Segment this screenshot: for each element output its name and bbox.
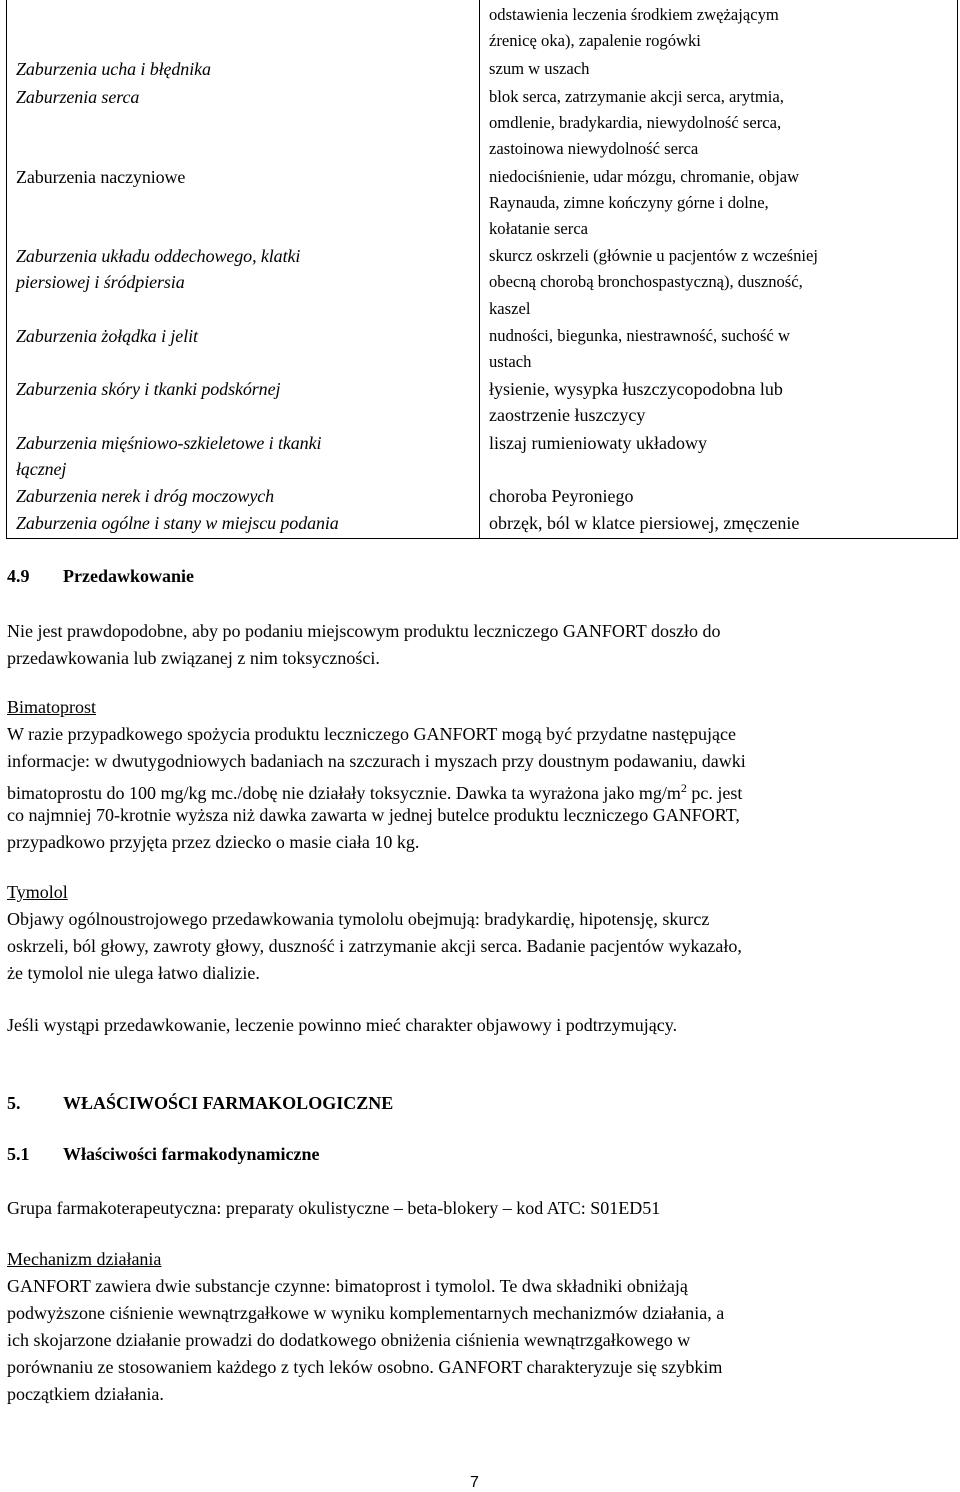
table-cell-right: odstawienia leczenia środkiem zwężającym bbox=[489, 5, 779, 24]
section-number: 5.1 bbox=[7, 1144, 30, 1164]
table-cell-left: Zaburzenia skóry i tkanki podskórnej bbox=[16, 379, 281, 399]
table-cell-left: Zaburzenia mięśniowo-szkieletowe i tkanki bbox=[16, 433, 322, 453]
paragraph-line: ich skojarzone działanie prowadzi do dodatkowego obniżenia ciśnienia wewnątrzgałkowego w bbox=[7, 1330, 691, 1350]
text-run: bimatoprostu do 100 mg/kg mc./dobę nie działały toksycznie. Dawka ta wyrażona jako mg/m bbox=[7, 783, 681, 803]
paragraph-line: przedawkowania lub związanej z nim toksyczności. bbox=[7, 648, 380, 668]
page-number: 7 bbox=[470, 1474, 479, 1491]
table-cell-right: Raynauda, zimne kończyny górne i dolne, bbox=[489, 193, 769, 212]
section-number: 4.9 bbox=[7, 566, 30, 586]
table-cell-left: Zaburzenia serca bbox=[16, 87, 140, 107]
section-heading-5-1 bbox=[7, 1144, 319, 1165]
table-cell-right: nudności, biegunka, niestrawność, suchość w bbox=[489, 326, 790, 345]
paragraph-line: oskrzeli, ból głowy, zawroty głowy, duszność i zatrzymanie akcji serca. Badanie pacjentów wykazało, bbox=[7, 936, 742, 956]
text-run: pc. jest bbox=[686, 783, 743, 803]
table-cell-left: Zaburzenia nerek i dróg moczowych bbox=[16, 486, 274, 506]
table-cell-left: Zaburzenia ogólne i stany w miejscu podania bbox=[16, 513, 339, 533]
paragraph-line: informacje: w dwutygodniowych badaniach na szczurach i myszach przy doustnym podawaniu, dawki bbox=[7, 751, 746, 771]
section-title: WŁAŚCIWOŚCI FARMAKOLOGICZNE bbox=[63, 1093, 394, 1113]
table-cell-right: kołatanie serca bbox=[489, 219, 589, 238]
section-title: Właściwości farmakodynamiczne bbox=[63, 1144, 320, 1164]
table-cell-right: skurcz oskrzeli (głównie u pacjentów z wcześniej bbox=[489, 246, 818, 265]
table-cell-left: Zaburzenia żołądka i jelit bbox=[16, 326, 198, 346]
paragraph-line: Objawy ogólnoustrojowego przedawkowania tymololu obejmują: bradykardię, hipotensję, skurcz bbox=[7, 909, 710, 929]
table-column-divider bbox=[479, 0, 480, 538]
paragraph-line: GANFORT zawiera dwie substancje czynne: bimatoprost i tymolol. Te dwa składniki obniżają bbox=[7, 1276, 688, 1296]
table-cell-right: liszaj rumieniowaty układowy bbox=[489, 433, 707, 453]
paragraph-line: W razie przypadkowego spożycia produktu leczniczego GANFORT mogą być przydatne następujące bbox=[7, 724, 736, 744]
table-cell-right: łysienie, wysypka łuszczycopodobna lub bbox=[489, 379, 783, 399]
paragraph-line: co najmniej 70-krotnie wyższa niż dawka zawarta w jednej butelce produktu leczniczego GANFORT, bbox=[7, 805, 740, 825]
section-heading-4-9 bbox=[7, 566, 194, 587]
paragraph-line: porównaniu ze stosowaniem każdego z tych leków osobno. GANFORT charakteryzuje się szybkim bbox=[7, 1357, 723, 1377]
paragraph-line: Nie jest prawdopodobne, aby po podaniu miejscowym produktu leczniczego GANFORT doszło do bbox=[7, 621, 721, 641]
table-cell-right: niedociśnienie, udar mózgu, chromanie, objaw bbox=[489, 167, 800, 186]
table-cell-left: Zaburzenia układu oddechowego, klatki bbox=[16, 246, 301, 266]
paragraph-line: podwyższone ciśnienie wewnątrzgałkowe w wyniku komplementarnych mechanizmów działania, a bbox=[7, 1303, 725, 1323]
table-cell-right: obecną chorobą bronchospastyczną), duszność, bbox=[489, 272, 803, 291]
table-cell-right: kaszel bbox=[489, 299, 531, 318]
table-cell-right: zaostrzenie łuszczycy bbox=[489, 405, 646, 425]
section-title: Przedawkowanie bbox=[63, 566, 194, 586]
table-cell-right: ustach bbox=[489, 352, 532, 371]
table-cell-right: blok serca, zatrzymanie akcji serca, arytmia, bbox=[489, 87, 784, 106]
section-heading-5 bbox=[7, 1093, 393, 1114]
table-cell-right: obrzęk, ból w klatce piersiowej, zmęczenie bbox=[489, 513, 800, 533]
table-cell-right: źrenicę oka), zapalenie rogówki bbox=[489, 31, 701, 50]
table-cell-right: choroba Peyroniego bbox=[489, 486, 634, 506]
table-cell-left: Zaburzenia ucha i błędnika bbox=[16, 59, 211, 79]
table-cell-right: zastoinowa niewydolność serca bbox=[489, 139, 699, 158]
paragraph-line: Jeśli wystąpi przedawkowanie, leczenie powinno mieć charakter objawowy i podtrzymujący. bbox=[7, 1015, 678, 1035]
table-cell-left: Zaburzenia naczyniowe bbox=[16, 167, 186, 187]
table-cell-right: omdlenie, bradykardia, niewydolność serca, bbox=[489, 113, 782, 132]
table-cell-right: szum w uszach bbox=[489, 59, 590, 78]
table-cell-left: piersiowej i śródpiersia bbox=[16, 272, 185, 292]
paragraph-line: przypadkowo przyjęta przez dziecko o masie ciała 10 kg. bbox=[7, 832, 420, 852]
subheading-bimatoprost: Bimatoprost bbox=[7, 697, 96, 717]
subheading-tymolol: Tymolol bbox=[7, 882, 68, 902]
paragraph-line: że tymolol nie ulega łatwo dializie. bbox=[7, 963, 260, 983]
superscript: 2 bbox=[680, 781, 687, 795]
paragraph-line: Grupa farmakoterapeutyczna: preparaty okulistyczne – beta-blokery – kod ATC: S01ED51 bbox=[7, 1198, 661, 1218]
section-number: 5. bbox=[7, 1093, 21, 1113]
subheading-mechanism: Mechanizm działania bbox=[7, 1249, 162, 1269]
table-cell-left: łącznej bbox=[16, 459, 67, 479]
paragraph-line: początkiem działania. bbox=[7, 1384, 164, 1404]
